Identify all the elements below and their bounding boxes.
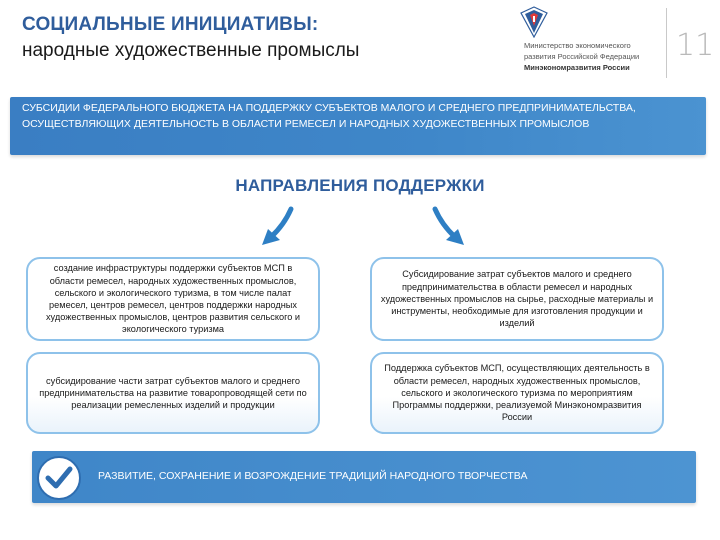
ministry-short-name: Минэкономразвития России — [524, 63, 630, 72]
checkmark-glyph — [39, 458, 79, 498]
page-title: СОЦИАЛЬНЫЕ ИНИЦИАТИВЫ: — [22, 14, 319, 35]
banner-text: СУБСИДИИ ФЕДЕРАЛЬНОГО БЮДЖЕТА НА ПОДДЕРЖКУ СУБЪЕКТОВ МАЛОГО И СРЕДНЕГО ПРЕДПРИНИМАТЕЛЬСТВА, ОСУЩЕСТВЛЯЮЩИХ ДЕЯТЕЛЬНОСТЬ В ОБЛАСТИ РЕМЕСЕЛ И НАРОДНЫХ ХУДОЖЕСТВЕННЫХ ПРОМЫСЛОВ — [22, 102, 636, 130]
header-divider — [666, 8, 667, 78]
direction-card-text: Субсидирование затрат субъектов малого и среднего предпринимательства в области ремесел и народных художественных промыслов на сырье, расходные материалы и инструменты, необходимые для изготовления продукции и изделий — [380, 269, 654, 329]
arrow-down-right-icon — [428, 205, 468, 249]
direction-card-text: субсидирование части затрат субъектов малого и среднего предпринимательства на развитие товаропроводящей сети по реализации ремесленных изделий и продукции — [39, 375, 307, 411]
directions-title: НАПРАВЛЕНИЯ ПОДДЕРЖКИ — [235, 176, 485, 195]
direction-card-materials — [370, 257, 664, 341]
ministry-name — [524, 40, 664, 73]
direction-card-text: создание инфраструктуры поддержки субъектов МСП в области ремесел, народных художественных промыслов, сельского и экологического туризма, в том числе палат ремесел, центров ремесел, центров поддержки народных художественных промыслов, центров развития сельского и экологического туризма — [45, 263, 301, 335]
page-number: 11 — [676, 28, 715, 63]
ministry-line-2: развития Российской Федерации — [524, 52, 640, 61]
ministry-emblem-icon — [519, 6, 549, 38]
checkmark-icon — [37, 456, 81, 500]
page-subtitle: народные художественные промыслы — [22, 40, 360, 61]
footer-text: РАЗВИТИЕ, СОХРАНЕНИЕ И ВОЗРОЖДЕНИЕ ТРАДИЦИЙ НАРОДНОГО ТВОРЧЕСТВА — [98, 470, 528, 482]
direction-card-distribution — [26, 352, 320, 434]
subsidies-banner — [10, 97, 706, 155]
arrow-down-left-icon — [258, 205, 298, 249]
ministry-line-1: Министерство экономического — [524, 41, 631, 50]
direction-card-text: Поддержка субъектов МСП, осуществляющих деятельность в области ремесел, народных художественных промыслов, сельского и экологического туризма по мероприятиям Программы поддержки, реализуемой Минэкономразвития России — [384, 363, 650, 423]
direction-card-program-support — [370, 352, 664, 434]
direction-card-infrastructure — [26, 257, 320, 341]
